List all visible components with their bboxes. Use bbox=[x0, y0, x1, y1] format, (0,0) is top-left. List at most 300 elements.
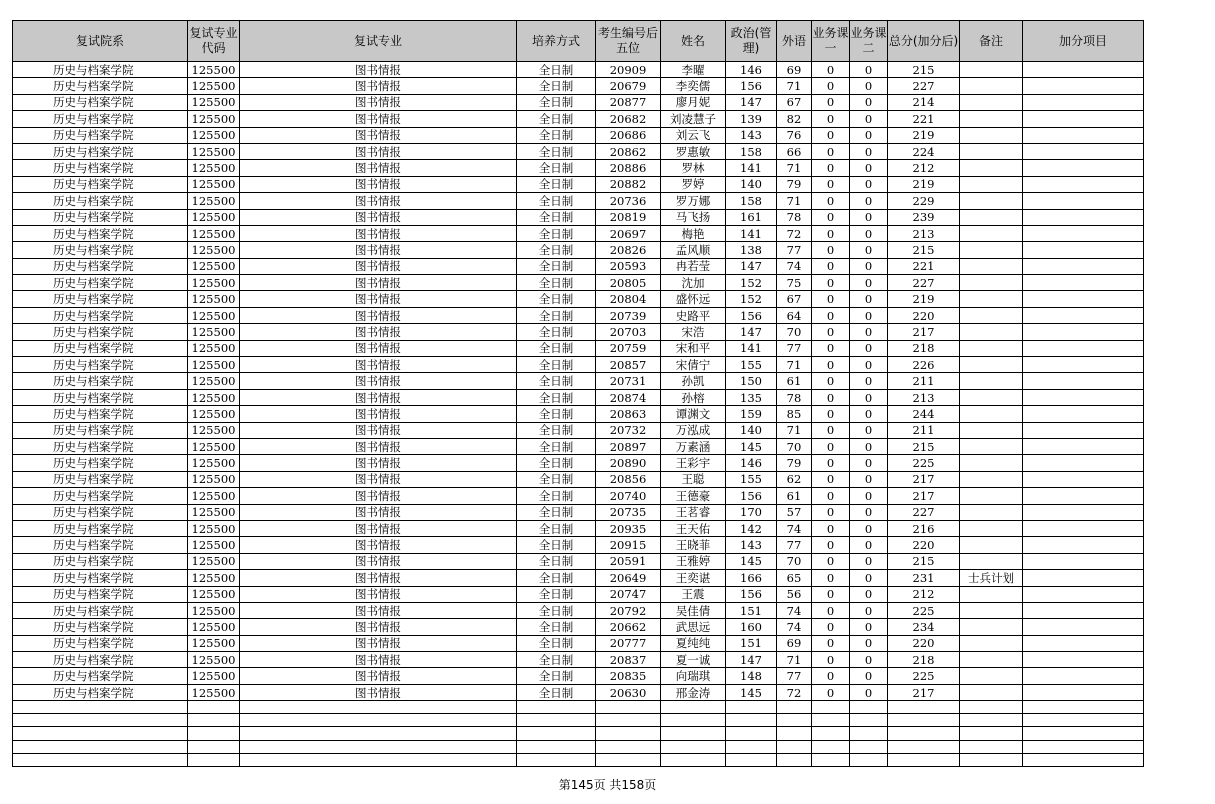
cell-total: 215 bbox=[888, 438, 960, 454]
cell-study-mode: 全日制 bbox=[517, 209, 596, 225]
cell-major-code: 125500 bbox=[188, 553, 240, 569]
cell-foreign-language: 64 bbox=[777, 307, 812, 323]
cell-subject-one: 0 bbox=[812, 340, 850, 356]
table-row bbox=[13, 111, 1144, 127]
cell-subject-one: 0 bbox=[812, 127, 850, 143]
cell-major-code: 125500 bbox=[188, 504, 240, 520]
cell-subject-two: 0 bbox=[850, 209, 888, 225]
cell-major-code: 125500 bbox=[188, 668, 240, 684]
cell-remarks bbox=[960, 258, 1023, 274]
cell-major: 图书情报 bbox=[240, 373, 517, 389]
table-row bbox=[13, 307, 1144, 323]
cell-total: 227 bbox=[888, 78, 960, 94]
cell-study-mode: 全日制 bbox=[517, 275, 596, 291]
cell-major-code: 125500 bbox=[188, 242, 240, 258]
cell-politics: 160 bbox=[726, 619, 777, 635]
cell-bonus-item bbox=[1023, 258, 1144, 274]
table-body bbox=[13, 62, 1144, 767]
cell-department: 历史与档案学院 bbox=[13, 652, 188, 668]
cell-bonus-item bbox=[1023, 62, 1144, 78]
table-row bbox=[13, 471, 1144, 487]
cell-study-mode: 全日制 bbox=[517, 307, 596, 323]
cell-study-mode: 全日制 bbox=[517, 340, 596, 356]
cell-major-code: 125500 bbox=[188, 111, 240, 127]
empty-cell bbox=[661, 740, 726, 753]
cell-subject-one: 0 bbox=[812, 242, 850, 258]
cell-name: 万泓成 bbox=[661, 422, 726, 438]
cell-department: 历史与档案学院 bbox=[13, 78, 188, 94]
table-row bbox=[13, 684, 1144, 700]
empty-row bbox=[13, 714, 1144, 727]
header-subject-one: 业务课一 bbox=[812, 21, 850, 62]
table-row bbox=[13, 209, 1144, 225]
table-row bbox=[13, 422, 1144, 438]
empty-cell bbox=[850, 740, 888, 753]
table-row bbox=[13, 193, 1144, 209]
cell-bonus-item bbox=[1023, 275, 1144, 291]
header-subject-two: 业务课二 bbox=[850, 21, 888, 62]
table-row bbox=[13, 488, 1144, 504]
cell-bonus-item bbox=[1023, 176, 1144, 192]
cell-politics: 151 bbox=[726, 635, 777, 651]
cell-foreign-language: 78 bbox=[777, 389, 812, 405]
empty-cell bbox=[596, 701, 661, 714]
cell-name: 王德豪 bbox=[661, 488, 726, 504]
cell-major: 图书情报 bbox=[240, 324, 517, 340]
empty-cell bbox=[777, 740, 812, 753]
cell-major: 图书情报 bbox=[240, 471, 517, 487]
cell-subject-two: 0 bbox=[850, 143, 888, 159]
header-name: 姓名 bbox=[661, 21, 726, 62]
cell-exam-id: 20747 bbox=[596, 586, 661, 602]
cell-department: 历史与档案学院 bbox=[13, 193, 188, 209]
cell-bonus-item bbox=[1023, 455, 1144, 471]
cell-remarks: 士兵计划 bbox=[960, 570, 1023, 586]
cell-foreign-language: 72 bbox=[777, 684, 812, 700]
cell-politics: 145 bbox=[726, 553, 777, 569]
cell-bonus-item bbox=[1023, 684, 1144, 700]
cell-politics: 146 bbox=[726, 62, 777, 78]
cell-name: 宋和平 bbox=[661, 340, 726, 356]
cell-bonus-item bbox=[1023, 570, 1144, 586]
cell-total: 219 bbox=[888, 176, 960, 192]
cell-department: 历史与档案学院 bbox=[13, 275, 188, 291]
cell-exam-id: 20837 bbox=[596, 652, 661, 668]
cell-remarks bbox=[960, 422, 1023, 438]
table-row bbox=[13, 602, 1144, 618]
cell-total: 225 bbox=[888, 668, 960, 684]
cell-subject-one: 0 bbox=[812, 209, 850, 225]
cell-major-code: 125500 bbox=[188, 406, 240, 422]
header-politics: 政治(管理) bbox=[726, 21, 777, 62]
cell-name: 史路平 bbox=[661, 307, 726, 323]
table-row bbox=[13, 143, 1144, 159]
cell-bonus-item bbox=[1023, 504, 1144, 520]
header-study-mode: 培养方式 bbox=[517, 21, 596, 62]
cell-subject-two: 0 bbox=[850, 488, 888, 504]
cell-major: 图书情报 bbox=[240, 291, 517, 307]
cell-bonus-item bbox=[1023, 94, 1144, 110]
cell-subject-two: 0 bbox=[850, 586, 888, 602]
cell-name: 王震 bbox=[661, 586, 726, 602]
cell-bonus-item bbox=[1023, 78, 1144, 94]
cell-major-code: 125500 bbox=[188, 143, 240, 159]
cell-name: 廖月妮 bbox=[661, 94, 726, 110]
empty-cell bbox=[777, 714, 812, 727]
table-row bbox=[13, 438, 1144, 454]
table-row bbox=[13, 242, 1144, 258]
cell-foreign-language: 74 bbox=[777, 258, 812, 274]
cell-exam-id: 20792 bbox=[596, 602, 661, 618]
cell-major: 图书情报 bbox=[240, 94, 517, 110]
cell-study-mode: 全日制 bbox=[517, 389, 596, 405]
cell-major: 图书情报 bbox=[240, 193, 517, 209]
cell-subject-one: 0 bbox=[812, 504, 850, 520]
cell-foreign-language: 74 bbox=[777, 619, 812, 635]
cell-major: 图书情报 bbox=[240, 127, 517, 143]
cell-major: 图书情报 bbox=[240, 357, 517, 373]
table-row bbox=[13, 619, 1144, 635]
cell-bonus-item bbox=[1023, 242, 1144, 258]
cell-politics: 152 bbox=[726, 291, 777, 307]
cell-politics: 135 bbox=[726, 389, 777, 405]
empty-cell bbox=[726, 727, 777, 740]
cell-major: 图书情报 bbox=[240, 652, 517, 668]
cell-study-mode: 全日制 bbox=[517, 127, 596, 143]
table-row bbox=[13, 668, 1144, 684]
cell-total: 212 bbox=[888, 160, 960, 176]
cell-foreign-language: 56 bbox=[777, 586, 812, 602]
cell-remarks bbox=[960, 176, 1023, 192]
cell-subject-two: 0 bbox=[850, 406, 888, 422]
cell-exam-id: 20679 bbox=[596, 78, 661, 94]
empty-cell bbox=[850, 701, 888, 714]
cell-remarks bbox=[960, 225, 1023, 241]
cell-major-code: 125500 bbox=[188, 422, 240, 438]
page-number: 第145页 共158页 bbox=[558, 778, 657, 792]
cell-major-code: 125500 bbox=[188, 455, 240, 471]
cell-major-code: 125500 bbox=[188, 635, 240, 651]
cell-study-mode: 全日制 bbox=[517, 553, 596, 569]
cell-subject-two: 0 bbox=[850, 275, 888, 291]
cell-name: 李奕儒 bbox=[661, 78, 726, 94]
cell-name: 李曜 bbox=[661, 62, 726, 78]
cell-remarks bbox=[960, 455, 1023, 471]
cell-study-mode: 全日制 bbox=[517, 471, 596, 487]
cell-major: 图书情报 bbox=[240, 340, 517, 356]
cell-total: 219 bbox=[888, 291, 960, 307]
cell-study-mode: 全日制 bbox=[517, 455, 596, 471]
cell-major-code: 125500 bbox=[188, 160, 240, 176]
cell-study-mode: 全日制 bbox=[517, 684, 596, 700]
cell-major: 图书情报 bbox=[240, 225, 517, 241]
cell-subject-one: 0 bbox=[812, 176, 850, 192]
cell-subject-two: 0 bbox=[850, 111, 888, 127]
cell-bonus-item bbox=[1023, 127, 1144, 143]
cell-subject-one: 0 bbox=[812, 684, 850, 700]
table-row bbox=[13, 127, 1144, 143]
cell-name: 夏纯纯 bbox=[661, 635, 726, 651]
cell-foreign-language: 82 bbox=[777, 111, 812, 127]
cell-study-mode: 全日制 bbox=[517, 143, 596, 159]
cell-major: 图书情报 bbox=[240, 160, 517, 176]
cell-exam-id: 20703 bbox=[596, 324, 661, 340]
empty-cell bbox=[960, 727, 1023, 740]
cell-department: 历史与档案学院 bbox=[13, 307, 188, 323]
table-row bbox=[13, 176, 1144, 192]
cell-subject-one: 0 bbox=[812, 422, 850, 438]
cell-exam-id: 20826 bbox=[596, 242, 661, 258]
empty-cell bbox=[726, 740, 777, 753]
cell-foreign-language: 74 bbox=[777, 602, 812, 618]
cell-major-code: 125500 bbox=[188, 570, 240, 586]
cell-major-code: 125500 bbox=[188, 62, 240, 78]
cell-name: 王聪 bbox=[661, 471, 726, 487]
cell-remarks bbox=[960, 406, 1023, 422]
cell-name: 罗万娜 bbox=[661, 193, 726, 209]
cell-name: 王彩宇 bbox=[661, 455, 726, 471]
cell-politics: 159 bbox=[726, 406, 777, 422]
cell-name: 罗林 bbox=[661, 160, 726, 176]
cell-major: 图书情报 bbox=[240, 553, 517, 569]
cell-subject-one: 0 bbox=[812, 520, 850, 536]
cell-total: 220 bbox=[888, 635, 960, 651]
table-row bbox=[13, 389, 1144, 405]
cell-exam-id: 20662 bbox=[596, 619, 661, 635]
cell-study-mode: 全日制 bbox=[517, 373, 596, 389]
cell-department: 历史与档案学院 bbox=[13, 504, 188, 520]
cell-exam-id: 20740 bbox=[596, 488, 661, 504]
empty-cell bbox=[850, 727, 888, 740]
cell-major-code: 125500 bbox=[188, 176, 240, 192]
cell-politics: 143 bbox=[726, 537, 777, 553]
cell-major-code: 125500 bbox=[188, 652, 240, 668]
cell-total: 215 bbox=[888, 553, 960, 569]
cell-bonus-item bbox=[1023, 143, 1144, 159]
cell-exam-id: 20804 bbox=[596, 291, 661, 307]
cell-exam-id: 20686 bbox=[596, 127, 661, 143]
cell-exam-id: 20777 bbox=[596, 635, 661, 651]
cell-foreign-language: 71 bbox=[777, 160, 812, 176]
cell-major-code: 125500 bbox=[188, 193, 240, 209]
cell-politics: 152 bbox=[726, 275, 777, 291]
empty-cell bbox=[596, 740, 661, 753]
table-row bbox=[13, 406, 1144, 422]
cell-remarks bbox=[960, 438, 1023, 454]
header-row bbox=[13, 21, 1144, 62]
cell-subject-one: 0 bbox=[812, 619, 850, 635]
empty-cell bbox=[812, 740, 850, 753]
cell-foreign-language: 69 bbox=[777, 62, 812, 78]
cell-total: 221 bbox=[888, 258, 960, 274]
cell-major: 图书情报 bbox=[240, 602, 517, 618]
cell-total: 218 bbox=[888, 340, 960, 356]
cell-bonus-item bbox=[1023, 586, 1144, 602]
cell-foreign-language: 77 bbox=[777, 242, 812, 258]
cell-department: 历史与档案学院 bbox=[13, 389, 188, 405]
cell-exam-id: 20863 bbox=[596, 406, 661, 422]
cell-department: 历史与档案学院 bbox=[13, 455, 188, 471]
cell-bonus-item bbox=[1023, 553, 1144, 569]
cell-remarks bbox=[960, 324, 1023, 340]
empty-cell bbox=[812, 714, 850, 727]
empty-cell bbox=[960, 740, 1023, 753]
cell-study-mode: 全日制 bbox=[517, 652, 596, 668]
empty-cell bbox=[596, 753, 661, 766]
empty-cell bbox=[188, 701, 240, 714]
cell-exam-id: 20882 bbox=[596, 176, 661, 192]
header-exam-id: 考生编号后五位 bbox=[596, 21, 661, 62]
cell-subject-two: 0 bbox=[850, 619, 888, 635]
table-row bbox=[13, 62, 1144, 78]
cell-remarks bbox=[960, 684, 1023, 700]
cell-subject-two: 0 bbox=[850, 193, 888, 209]
cell-major: 图书情报 bbox=[240, 143, 517, 159]
header-department: 复试院系 bbox=[13, 21, 188, 62]
cell-remarks bbox=[960, 537, 1023, 553]
cell-politics: 148 bbox=[726, 668, 777, 684]
cell-subject-one: 0 bbox=[812, 275, 850, 291]
cell-department: 历史与档案学院 bbox=[13, 209, 188, 225]
cell-subject-one: 0 bbox=[812, 652, 850, 668]
table-row bbox=[13, 373, 1144, 389]
cell-study-mode: 全日制 bbox=[517, 242, 596, 258]
cell-subject-two: 0 bbox=[850, 127, 888, 143]
empty-cell bbox=[517, 727, 596, 740]
cell-department: 历史与档案学院 bbox=[13, 438, 188, 454]
cell-subject-one: 0 bbox=[812, 438, 850, 454]
cell-subject-two: 0 bbox=[850, 537, 888, 553]
cell-department: 历史与档案学院 bbox=[13, 668, 188, 684]
cell-subject-two: 0 bbox=[850, 455, 888, 471]
cell-politics: 150 bbox=[726, 373, 777, 389]
cell-major: 图书情报 bbox=[240, 78, 517, 94]
table-row bbox=[13, 258, 1144, 274]
cell-exam-id: 20935 bbox=[596, 520, 661, 536]
table-row bbox=[13, 78, 1144, 94]
header-total: 总分(加分后) bbox=[888, 21, 960, 62]
empty-cell bbox=[812, 727, 850, 740]
cell-exam-id: 20735 bbox=[596, 504, 661, 520]
cell-politics: 141 bbox=[726, 225, 777, 241]
cell-exam-id: 20862 bbox=[596, 143, 661, 159]
cell-subject-two: 0 bbox=[850, 635, 888, 651]
empty-cell bbox=[661, 753, 726, 766]
cell-exam-id: 20915 bbox=[596, 537, 661, 553]
cell-study-mode: 全日制 bbox=[517, 324, 596, 340]
empty-cell bbox=[661, 714, 726, 727]
cell-major: 图书情报 bbox=[240, 62, 517, 78]
cell-name: 夏一诚 bbox=[661, 652, 726, 668]
cell-bonus-item bbox=[1023, 291, 1144, 307]
cell-study-mode: 全日制 bbox=[517, 225, 596, 241]
cell-subject-one: 0 bbox=[812, 488, 850, 504]
cell-foreign-language: 78 bbox=[777, 209, 812, 225]
empty-cell bbox=[812, 753, 850, 766]
empty-cell bbox=[596, 714, 661, 727]
cell-total: 226 bbox=[888, 357, 960, 373]
table-row bbox=[13, 357, 1144, 373]
cell-foreign-language: 66 bbox=[777, 143, 812, 159]
cell-politics: 158 bbox=[726, 193, 777, 209]
cell-name: 刘云飞 bbox=[661, 127, 726, 143]
cell-politics: 156 bbox=[726, 488, 777, 504]
cell-foreign-language: 72 bbox=[777, 225, 812, 241]
header-foreign-language: 外语 bbox=[777, 21, 812, 62]
cell-department: 历史与档案学院 bbox=[13, 258, 188, 274]
cell-study-mode: 全日制 bbox=[517, 668, 596, 684]
cell-major-code: 125500 bbox=[188, 258, 240, 274]
cell-subject-one: 0 bbox=[812, 143, 850, 159]
cell-name: 马飞扬 bbox=[661, 209, 726, 225]
cell-remarks bbox=[960, 94, 1023, 110]
empty-cell bbox=[850, 753, 888, 766]
cell-major-code: 125500 bbox=[188, 307, 240, 323]
table-row bbox=[13, 275, 1144, 291]
cell-remarks bbox=[960, 652, 1023, 668]
cell-foreign-language: 70 bbox=[777, 324, 812, 340]
cell-subject-two: 0 bbox=[850, 357, 888, 373]
cell-bonus-item bbox=[1023, 340, 1144, 356]
cell-department: 历史与档案学院 bbox=[13, 373, 188, 389]
cell-politics: 141 bbox=[726, 340, 777, 356]
cell-major: 图书情报 bbox=[240, 504, 517, 520]
score-table-container bbox=[12, 20, 1144, 767]
cell-politics: 139 bbox=[726, 111, 777, 127]
cell-department: 历史与档案学院 bbox=[13, 537, 188, 553]
table-row bbox=[13, 94, 1144, 110]
cell-remarks bbox=[960, 143, 1023, 159]
cell-remarks bbox=[960, 78, 1023, 94]
cell-exam-id: 20886 bbox=[596, 160, 661, 176]
cell-study-mode: 全日制 bbox=[517, 357, 596, 373]
cell-remarks bbox=[960, 488, 1023, 504]
cell-subject-two: 0 bbox=[850, 258, 888, 274]
cell-name: 宋浩 bbox=[661, 324, 726, 340]
cell-bonus-item bbox=[1023, 619, 1144, 635]
cell-exam-id: 20819 bbox=[596, 209, 661, 225]
cell-study-mode: 全日制 bbox=[517, 193, 596, 209]
cell-exam-id: 20835 bbox=[596, 668, 661, 684]
cell-subject-two: 0 bbox=[850, 389, 888, 405]
cell-foreign-language: 79 bbox=[777, 455, 812, 471]
cell-department: 历史与档案学院 bbox=[13, 406, 188, 422]
cell-foreign-language: 65 bbox=[777, 570, 812, 586]
cell-name: 罗婷 bbox=[661, 176, 726, 192]
cell-subject-two: 0 bbox=[850, 652, 888, 668]
empty-cell bbox=[726, 701, 777, 714]
cell-exam-id: 20649 bbox=[596, 570, 661, 586]
cell-total: 214 bbox=[888, 94, 960, 110]
empty-cell bbox=[13, 740, 188, 753]
cell-subject-one: 0 bbox=[812, 160, 850, 176]
cell-remarks bbox=[960, 586, 1023, 602]
cell-department: 历史与档案学院 bbox=[13, 160, 188, 176]
cell-name: 王奕谌 bbox=[661, 570, 726, 586]
cell-total: 217 bbox=[888, 471, 960, 487]
cell-major: 图书情报 bbox=[240, 684, 517, 700]
cell-total: 244 bbox=[888, 406, 960, 422]
cell-subject-two: 0 bbox=[850, 684, 888, 700]
cell-foreign-language: 67 bbox=[777, 291, 812, 307]
cell-exam-id: 20630 bbox=[596, 684, 661, 700]
cell-politics: 158 bbox=[726, 143, 777, 159]
cell-major-code: 125500 bbox=[188, 225, 240, 241]
cell-major-code: 125500 bbox=[188, 324, 240, 340]
cell-study-mode: 全日制 bbox=[517, 78, 596, 94]
empty-cell bbox=[1023, 714, 1144, 727]
cell-major-code: 125500 bbox=[188, 78, 240, 94]
